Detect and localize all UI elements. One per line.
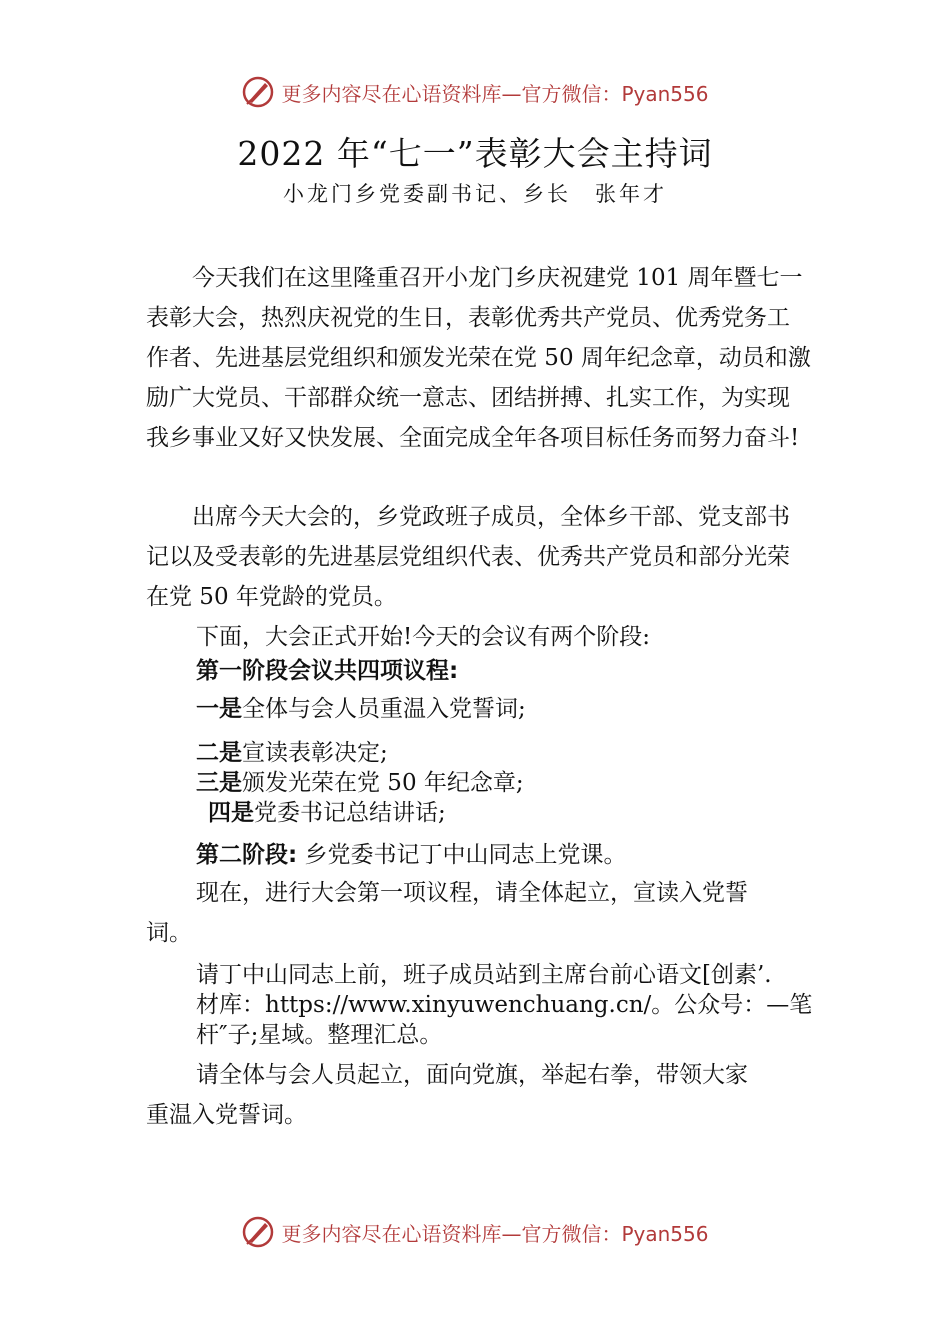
stage1-heading: 第一阶段会议共四项议程: [196,658,459,684]
paragraph-attendees: 出席今天大会的，乡党政班子成员，全体乡干部、党支部书记以及受表彰的先进基层党组织代表、优秀共产党员和部分光荣在党 50 年党龄的党员。 [146,504,790,610]
banner-text: 更多内容尽在心语资料库—官方微信：Pyan556 [281,1221,709,1246]
document-title: 2022 年“七一”表彰大会主持词 [237,134,713,173]
stage2-text: 乡党委书记丁中山同志上党课。 [297,842,627,868]
footer-banner [0,1212,950,1252]
agenda-item-1-text: 全体与会人员重温入党誓词; [242,696,526,722]
banner-text: 更多内容尽在心语资料库—官方微信：Pyan556 [281,81,709,106]
agenda-item-2 [196,734,388,767]
agenda-item-3-lead: 三是 [196,770,242,796]
paragraph-invite-line1: 请丁中山同志上前，班子成员站到主席台前心语文[创素’. [196,962,772,988]
agenda-item-2-text: 宣读表彰决定; [242,740,388,766]
agenda-item-1-lead: 一是 [196,696,242,722]
paragraph-oath-line2: 重温入党誓词。 [146,1102,307,1128]
quill-pen-logo-icon [241,75,275,109]
quill-pen-logo-icon [241,1215,275,1249]
stage2-line [196,836,627,869]
agenda-item-4-text: 党委书记总结讲话; [254,800,446,826]
agenda-item-4-lead: 四是 [208,800,254,826]
paragraph-oath-line1: 请全体与会人员起立，面向党旗，举起右拳，带领大家 [196,1062,748,1088]
paragraph-pledge-line2: 词。 [146,920,192,946]
header-banner [0,72,950,112]
paragraph-start: 下面，大会正式开始!今天的会议有两个阶段: [196,624,650,650]
agenda-item-2-lead: 二是 [196,740,242,766]
agenda-item-3 [196,764,524,797]
paragraph-invite-line2: 材库：https://www.xinyuwenchuang.cn/。公众号：—笔 [196,992,813,1018]
document-subtitle: 小龙门乡党委副书记、乡长 张年才 [283,182,667,206]
stage2-lead: 第二阶段: [196,842,298,868]
agenda-item-3-text: 颁发光荣在党 50 年纪念章; [242,770,524,796]
paragraph-invite-line3: 杆″子;星域。整理汇总。 [196,1022,443,1048]
agenda-item-4 [208,794,446,827]
paragraph-pledge-line1: 现在，进行大会第一项议程，请全体起立，宣读入党誓 [196,880,748,906]
agenda-item-1 [196,690,526,723]
paragraph-intro: 今天我们在这里隆重召开小龙门乡庆祝建党 101 周年暨七一表彰大会，热烈庆祝党的生日，表彰优秀共产党员、优秀党务工作者、先进基层党组织和颁发光荣在党 50 周年纪念章，动员和激励广大党员、干部群众统一意志、团结拼搏、扎实工作，为实现我乡事业又好又快发展、全面完成全年各项目标任务而努力奋斗! [146,265,811,451]
